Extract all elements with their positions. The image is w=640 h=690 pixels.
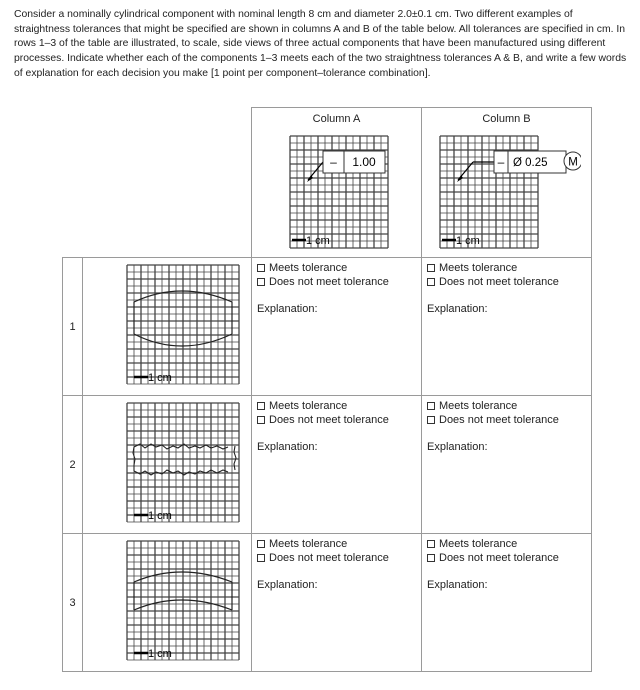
column-b-header <box>422 108 592 258</box>
row-1-column-b-answer <box>422 258 592 396</box>
checkbox-icon[interactable] <box>257 554 265 562</box>
not-meets-checkbox[interactable]: Does not meet tolerance <box>257 551 421 565</box>
component-3-cell <box>83 534 252 672</box>
checkbox-icon[interactable] <box>427 554 435 562</box>
row-2-column-b-answer <box>422 396 592 534</box>
meets-checkbox[interactable]: Meets tolerance <box>257 399 421 413</box>
explanation-label: Explanation: <box>257 579 318 591</box>
row-1-column-a-answer <box>252 258 422 396</box>
row-number: 3 <box>63 534 83 672</box>
meets-checkbox[interactable]: Meets tolerance <box>427 399 591 413</box>
checkbox-icon[interactable] <box>427 402 435 410</box>
column-a-header <box>252 108 422 258</box>
grid <box>127 403 239 522</box>
component-1-cell <box>83 258 252 396</box>
checkbox-icon[interactable] <box>427 264 435 272</box>
checkbox-icon[interactable] <box>257 416 265 424</box>
not-meets-checkbox[interactable]: Does not meet tolerance <box>427 275 591 289</box>
row-number: 1 <box>63 258 83 396</box>
row-2-column-a-answer <box>252 396 422 534</box>
checkbox-icon[interactable] <box>427 416 435 424</box>
not-meets-checkbox[interactable]: Does not meet tolerance <box>427 551 591 565</box>
tolerance-table <box>62 107 592 672</box>
row-3-column-b-answer <box>422 534 592 672</box>
explanation-label: Explanation: <box>257 303 318 315</box>
table-row <box>63 258 592 396</box>
scale-label: 1 cm <box>148 510 172 522</box>
scale-label: 1 cm <box>148 372 172 384</box>
component-3-drawing <box>120 538 242 664</box>
meets-checkbox[interactable]: Meets tolerance <box>427 261 591 275</box>
explanation-label: Explanation: <box>427 441 488 453</box>
checkbox-icon[interactable] <box>427 278 435 286</box>
straightness-symbol: – <box>330 155 337 169</box>
meets-checkbox[interactable]: Meets tolerance <box>427 537 591 551</box>
explanation-label: Explanation: <box>427 303 488 315</box>
column-b-tolerance-drawing <box>436 132 581 252</box>
scale-label: 1 cm <box>456 235 480 247</box>
table-row <box>63 396 592 534</box>
not-meets-checkbox[interactable]: Does not meet tolerance <box>257 413 421 427</box>
component-2-cell <box>83 396 252 534</box>
not-meets-checkbox[interactable]: Does not meet tolerance <box>257 275 421 289</box>
checkbox-icon[interactable] <box>257 540 265 548</box>
checkbox-icon[interactable] <box>257 278 265 286</box>
column-a-tolerance-drawing <box>278 132 390 252</box>
scale-label: 1 cm <box>148 648 172 660</box>
meets-checkbox[interactable]: Meets tolerance <box>257 261 421 275</box>
grid <box>127 265 239 384</box>
checkbox-icon[interactable] <box>257 402 265 410</box>
checkbox-icon[interactable] <box>257 264 265 272</box>
header-row <box>63 108 592 258</box>
component-1-drawing <box>120 262 242 388</box>
tolerance-value: Ø 0.25 <box>513 157 548 169</box>
scale-label: 1 cm <box>306 235 330 247</box>
checkbox-icon[interactable] <box>427 540 435 548</box>
not-meets-checkbox[interactable]: Does not meet tolerance <box>427 413 591 427</box>
question-text: Consider a nominally cylindrical component with nominal length 8 cm and diameter 2.0±0.1 cm. Two different examples of straightness tolerances that might be specified are shown in columns A and B of the table below. All tolerances are specified in cm. In rows 1–3 of the table are illustrated, to scale, side views of three actual components that have been manufactured using different processes. Indicate whether each of the components 1–3 meets each of the two straightness tolerances A & B, and write a few words of explanation for each decision you make [1 point per component–tolerance combination]. <box>14 9 627 79</box>
table-row <box>63 534 592 672</box>
max-material-modifier: M <box>568 156 578 169</box>
tolerance-value: 1.00 <box>352 155 376 169</box>
row-3-column-a-answer <box>252 534 422 672</box>
meets-checkbox[interactable]: Meets tolerance <box>257 537 421 551</box>
explanation-label: Explanation: <box>257 441 318 453</box>
straightness-symbol: – <box>497 155 505 169</box>
column-a-label: Column A <box>312 113 361 125</box>
component-2-drawing <box>120 400 242 526</box>
column-b-label: Column B <box>482 113 531 125</box>
row-number: 2 <box>63 396 83 534</box>
explanation-label: Explanation: <box>427 579 488 591</box>
